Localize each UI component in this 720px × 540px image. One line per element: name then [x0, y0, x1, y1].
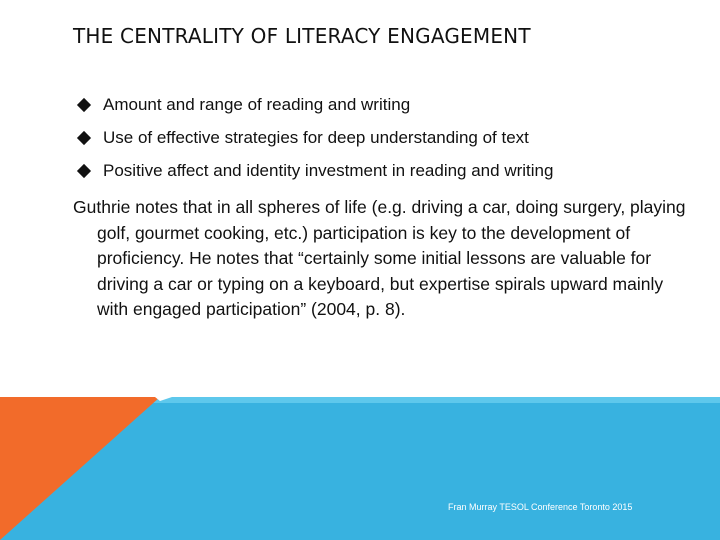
bullet-item [76, 88, 696, 121]
bullet-item [76, 154, 696, 187]
bullet-list [76, 88, 696, 187]
footer-text: Fran Murray TESOL Conference Toronto 2015 [448, 502, 633, 512]
bullet-text: Positive affect and identity investment in reading and writing [103, 160, 554, 180]
slide-title: THE CENTRALITY OF LITERACY ENGAGEMENT [73, 24, 531, 48]
diamond-bullet-icon [77, 163, 91, 177]
body-paragraph: Guthrie notes that in all spheres of life (e.g. driving a car, doing surgery, playing golf, gourmet cooking, etc.) participation is key to the development of proficiency. He notes that “certainly some initial lessons are valuable for driving a car or typing on a keyboard, but expertise spirals upward mainly with engaged participation” (2004, p. 8). [73, 197, 686, 319]
diamond-bullet-icon [77, 97, 91, 111]
diamond-bullet-icon [77, 130, 91, 144]
bullet-item [76, 121, 696, 154]
bullet-text: Amount and range of reading and writing [103, 94, 411, 114]
bullet-text: Use of effective strategies for deep understanding of text [103, 127, 529, 147]
footer-decoration [0, 397, 720, 540]
